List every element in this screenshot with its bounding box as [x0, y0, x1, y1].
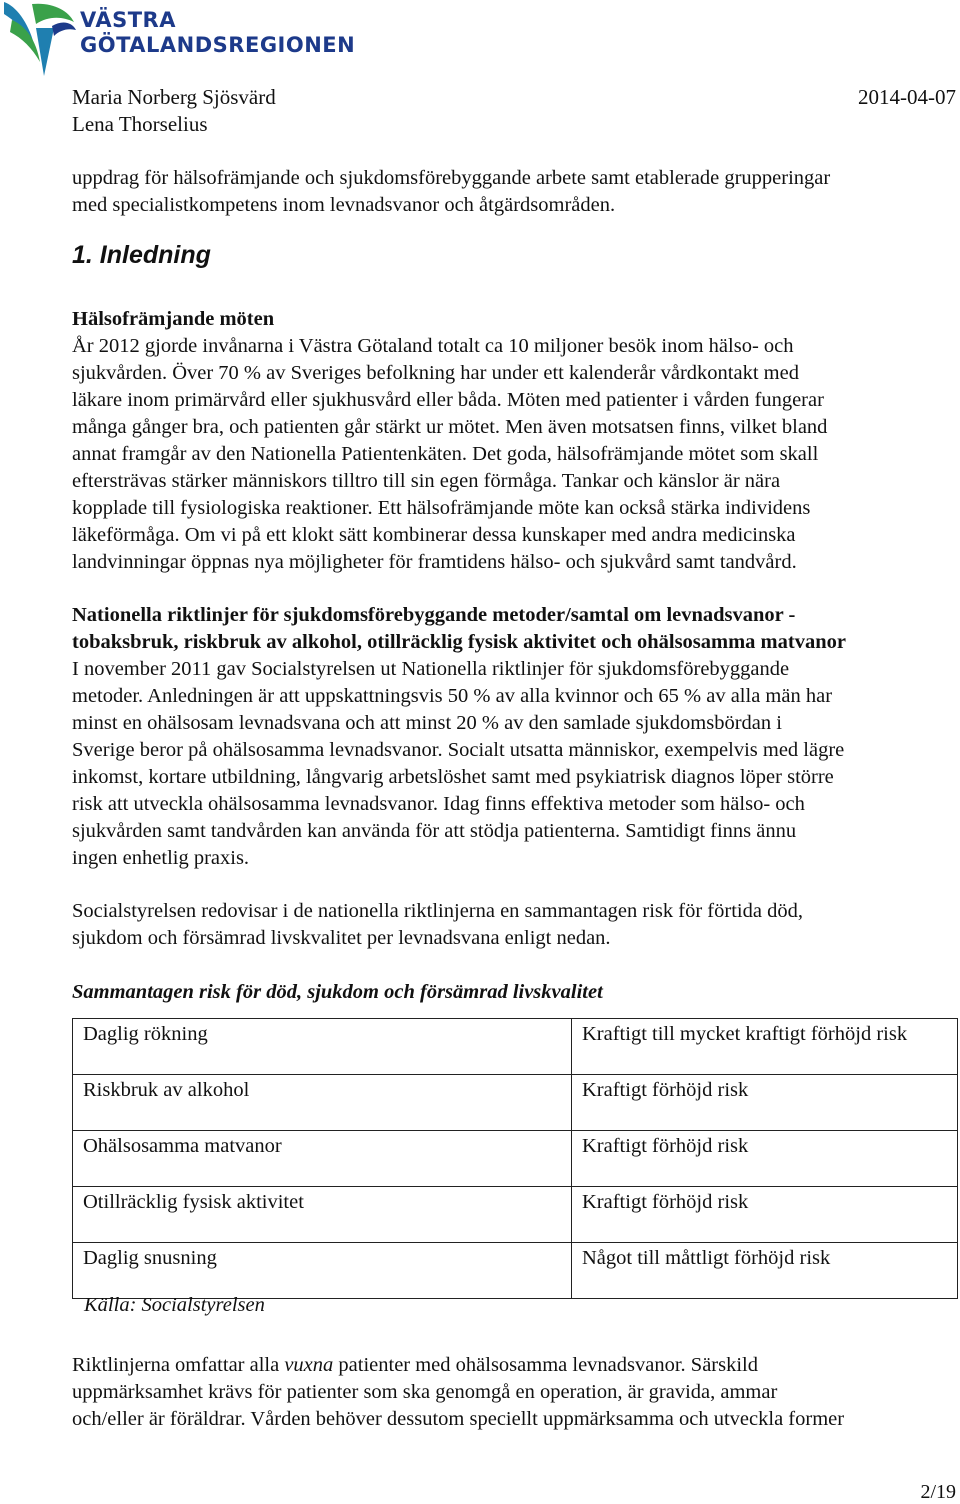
body-line: risk att utveckla ohälsosamma levnadsvanor. Idag finns effektiva metoder som hälso- och	[72, 793, 805, 815]
risk-cell: Kraftigt förhöjd risk	[572, 1075, 958, 1131]
body-line	[72, 1352, 958, 1379]
habit-cell: Ohälsosamma matvanor	[73, 1131, 572, 1187]
body-line: eftersträvas stärker människors tilltro till sin egen förmåga. Tankar och känslor är nära	[72, 470, 781, 492]
risk-cell: Kraftigt förhöjd risk	[572, 1131, 958, 1187]
subsection-health-promoting-meetings	[72, 306, 958, 576]
table-row	[73, 1187, 958, 1243]
page-number: 2/19	[920, 1481, 956, 1503]
table-row	[73, 1131, 958, 1187]
intro-line: med specialistkompetens inom levnadsvanor och åtgärdsområden.	[72, 194, 616, 216]
author-primary: Maria Norberg Sjösvärd	[72, 85, 276, 109]
body-line: I november 2011 gav Socialstyrelsen ut Nationella riktlinjer för sjukdomsförebyggande	[72, 658, 790, 680]
final-paragraph	[72, 1352, 958, 1433]
table-caption: Sammantagen risk för död, sjukdom och försämrad livskvalitet	[72, 981, 603, 1003]
habit-cell: Otillräcklig fysisk aktivitet	[73, 1187, 572, 1243]
table-source: Källa: Socialstyrelsen	[84, 1294, 265, 1316]
logo-wordmark	[80, 8, 355, 58]
text-span: patienter med ohälsosamma levnadsvanor. Särskild	[333, 1354, 758, 1376]
habit-cell: Daglig snusning	[73, 1243, 572, 1299]
body-line: År 2012 gjorde invånarna i Västra Götaland totalt ca 10 miljoner besök inom hälso- och	[72, 335, 794, 357]
table-row	[73, 1019, 958, 1075]
vgr-logo	[2, 0, 356, 78]
habit-cell: Riskbruk av alkohol	[73, 1075, 572, 1131]
logo-emblem-icon	[2, 0, 82, 78]
body-line: metoder. Anledningen är att uppskattningsvis 50 % av alla kvinnor och 65 % av alla män har	[72, 685, 833, 707]
author-secondary: Lena Thorselius	[72, 112, 208, 136]
table-row	[73, 1243, 958, 1299]
logo-line2: GÖTALANDSREGIONEN	[80, 33, 356, 57]
document-date: 2014-04-07	[858, 85, 956, 109]
body-line: minst en ohälsosam levnadsvana och att minst 20 % av den samlade sjukdomsbördan i	[72, 712, 782, 734]
subsection-title: Nationella riktlinjer för sjukdomsförebyggande metoder/samtal om levnadsvanor -	[72, 604, 796, 626]
intro-line: uppdrag för hälsofrämjande och sjukdomsförebyggande arbete samt etablerade grupperingar	[72, 167, 831, 189]
subsection-national-guidelines	[72, 602, 958, 872]
subsection-title: tobaksbruk, riskbruk av alkohol, otillräcklig fysisk aktivitet och ohälsosamma matvanor	[72, 631, 846, 653]
intro-paragraph	[72, 165, 958, 219]
body-line: annat framgår av den Nationella Patientenkäten. Det goda, hälsofrämjande mötet som skall	[72, 443, 819, 465]
risk-table	[72, 1018, 958, 1299]
body-line: sjukdom och försämrad livskvalitet per levnadsvana enligt nedan.	[72, 927, 611, 949]
body-line: landvinningar öppnas nya möjligheter för framtidens hälso- och sjukvård samt tandvård.	[72, 551, 797, 573]
body-line: Socialstyrelsen redovisar i de nationella riktlinjerna en sammantagen risk för förtida död,	[72, 900, 803, 922]
section-heading: 1. Inledning	[72, 241, 211, 269]
habit-cell: Daglig rökning	[73, 1019, 572, 1075]
risk-cell: Kraftigt förhöjd risk	[572, 1187, 958, 1243]
body-line: läkeförmåga. Om vi på ett klokt sätt kombinerar dessa kunskaper med andra medicinska	[72, 524, 796, 546]
body-line: läkare inom primärvård eller sjukhusvård eller båda. Möten med patienter i vården fungerar	[72, 389, 824, 411]
emphasis-text: vuxna	[284, 1354, 334, 1376]
body-line: och/eller är föräldrar. Vården behöver dessutom speciellt uppmärksamma och utveckla former	[72, 1408, 845, 1430]
body-line: ingen enhetlig praxis.	[72, 847, 250, 869]
body-line: Sverige beror på ohälsosamma levnadsvanor. Socialt utsatta människor, exempelvis med lägre	[72, 739, 845, 761]
body-line: uppmärksamhet krävs för patienter som ska genomgå en operation, är gravida, ammar	[72, 1381, 778, 1403]
body-line: sjukvården. Över 70 % av Sveriges befolkning har under ett kalenderår vårdkontakt med	[72, 362, 799, 384]
logo-line1: VÄSTRA	[80, 8, 176, 32]
body-line: inkomst, kortare utbildning, långvarig arbetslöshet samt med psykiatrisk diagnos löper större	[72, 766, 834, 788]
risk-cell: Något till måttligt förhöjd risk	[572, 1243, 958, 1299]
body-line: kopplade till fysiologiska reaktioner. Ett hälsofrämjande möte kan också stärka individens	[72, 497, 811, 519]
paragraph-risk-summary	[72, 898, 958, 952]
table-row	[73, 1075, 958, 1131]
body-line: sjukvården samt tandvården kan använda för att stödja patienterna. Samtidigt finns ännu	[72, 820, 797, 842]
text-span: Riktlinjerna omfattar alla	[72, 1354, 285, 1376]
body-line: många gånger bra, och patienten går stärkt ur mötet. Men även motsatsen finns, vilket bland	[72, 416, 828, 438]
subsection-title: Hälsofrämjande möten	[72, 308, 275, 330]
risk-cell: Kraftigt till mycket kraftigt förhöjd risk	[572, 1019, 958, 1075]
